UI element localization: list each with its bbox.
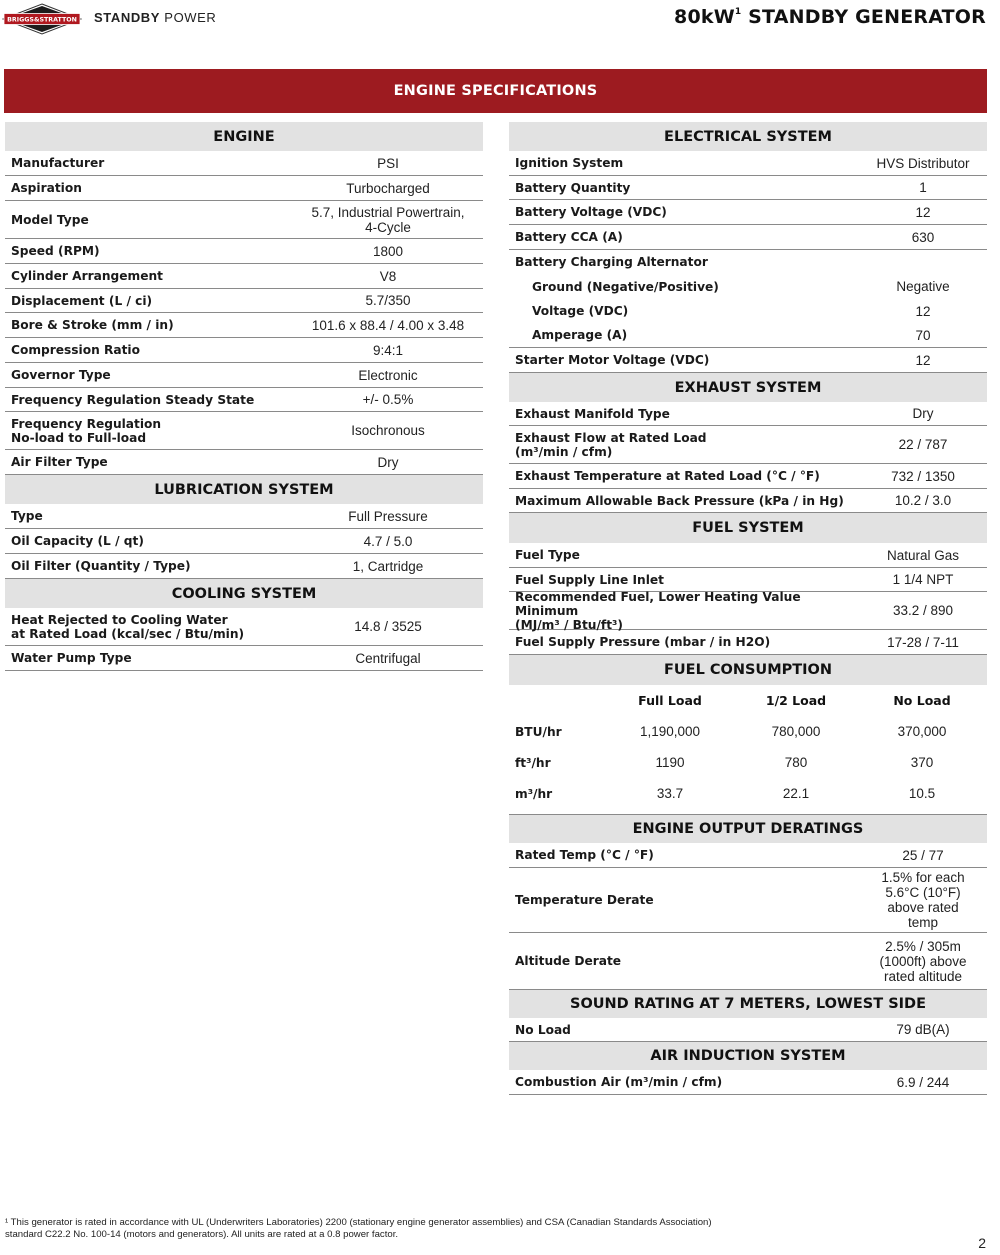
spec-value: 1 1/4 NPT — [892, 572, 954, 587]
cell-value: 780 — [784, 755, 808, 770]
spec-label: Altitude Derate — [515, 954, 622, 968]
engine-section-title: ENGINE — [5, 122, 483, 151]
footnote: ¹ This generator is rated in accordance with UL (Underwriters Laboratories) 2200 (stationary engine generator assemblies) and CSA (Canadian Standards Association) standard C22.2 No. 100-14 (motors and generators). All units are rated at a 0.8 power factor. — [5, 1217, 712, 1240]
spec-value: 79 dB(A) — [896, 1022, 950, 1037]
cooling-section — [5, 579, 483, 671]
brand-bold: STANDBY — [94, 10, 161, 25]
spec-value: 14.8 / 3525 — [354, 619, 422, 634]
row-label: ft³/hr — [515, 755, 551, 770]
spec-label: Ignition System — [515, 156, 624, 170]
spec-label: Aspiration — [11, 181, 82, 195]
column-header-no-load: No Load — [893, 693, 951, 708]
spec-row-fuel-supply-line-inlet — [509, 568, 987, 592]
spec-row-heat-rejected-to-cooling-water-at-rated-load-kcal-sec-btu-min — [5, 608, 483, 646]
spec-row-oil-capacity-l-qt — [5, 529, 483, 554]
spec-label: Exhaust Flow at Rated Load (m³/min / cfm) — [515, 430, 707, 459]
spec-label: Fuel Type — [515, 548, 580, 562]
spec-value: 12 — [915, 204, 931, 220]
spec-value: V8 — [379, 268, 397, 284]
spec-label: Battery Quantity — [515, 180, 631, 195]
spec-label: Fuel Supply Line Inlet — [515, 572, 664, 587]
spec-row-fuel-supply-pressure-mbar-in-h2o — [509, 630, 987, 655]
brand-line — [94, 10, 216, 25]
spec-label: Manufacturer — [11, 156, 105, 170]
cell-value: 22.1 — [782, 786, 810, 801]
deratings-section — [509, 815, 987, 990]
spec-row-recommended-fuel-lower-heating-value-minimum-mj-m-btu-ft — [509, 589, 987, 632]
engine-section — [5, 122, 483, 475]
fuel-section — [509, 513, 987, 655]
spec-label: Battery Voltage (VDC) — [515, 205, 667, 219]
spec-value: 5.7, Industrial Powertrain, 4-Cycle — [311, 204, 465, 235]
spec-row-battery-quantity — [509, 176, 987, 200]
spec-label: Water Pump Type — [11, 651, 132, 665]
spec-label: Air Filter Type — [11, 455, 108, 469]
spec-row-no-load — [509, 1018, 987, 1042]
spec-label: Heat Rejected to Cooling Water at Rated Load (kcal/sec / Btu/min) — [11, 612, 245, 641]
spec-label: No Load — [515, 1022, 571, 1037]
spec-row-ignition-system — [509, 151, 987, 176]
spec-label: Recommended Fuel, Lower Heating Value Minimum (MJ/m³ / Btu/ft³) — [515, 589, 801, 632]
fuel-consumption-header-row — [509, 685, 987, 716]
spec-row-battery-voltage-vdc — [509, 200, 987, 225]
spec-label: Oil Capacity (L / qt) — [11, 534, 144, 548]
spec-label: Exhaust Temperature at Rated Load (°C / °F) — [515, 469, 820, 483]
cell-value: 780,000 — [771, 724, 821, 739]
spec-value: 70 — [915, 327, 931, 343]
spec-value: 1, Cartridge — [352, 558, 424, 574]
spec-row-frequency-regulation-steady-state — [5, 388, 483, 412]
spec-label: Maximum Allowable Back Pressure (kPa / in Hg) — [515, 493, 844, 508]
cell-value: 1190 — [655, 755, 685, 770]
spec-row-water-pump-type — [5, 646, 483, 671]
spec-value: 1 — [919, 180, 927, 195]
row-label: m³/hr — [515, 786, 553, 801]
spec-value: 25 / 77 — [902, 847, 944, 863]
spec-row-manufacturer — [5, 151, 483, 176]
exhaust-section-title: EXHAUST SYSTEM — [509, 373, 987, 402]
fuel-consumption-row — [509, 778, 987, 809]
briggs-stratton-logo — [2, 3, 82, 35]
spec-label: Combustion Air (m³/min / cfm) — [515, 1075, 723, 1089]
spec-value: Isochronous — [351, 423, 425, 438]
spec-row-exhaust-temperature-at-rated-load-c-f — [509, 464, 987, 489]
spec-label: Temperature Derate — [515, 893, 654, 907]
spec-label: Model Type — [11, 212, 89, 227]
fuel-consumption-row — [509, 747, 987, 778]
lubrication-section-title: LUBRICATION SYSTEM — [5, 475, 483, 504]
spec-row-exhaust-manifold-type — [509, 402, 987, 426]
page-header — [0, 0, 1000, 36]
fuel-section-title: FUEL SYSTEM — [509, 513, 987, 543]
spec-value: HVS Distributor — [876, 155, 970, 171]
spec-value: Full Pressure — [348, 508, 428, 524]
spec-value: +/- 0.5% — [362, 392, 414, 407]
spec-value: 22 / 787 — [898, 437, 948, 452]
spec-row-maximum-allowable-back-pressure-kpa-in-hg — [509, 489, 987, 513]
cell-value: 1,190,000 — [639, 724, 701, 739]
spec-row-type — [5, 504, 483, 529]
spec-value: 1800 — [372, 243, 404, 259]
cooling-section-title: COOLING SYSTEM — [5, 579, 483, 608]
engine-specifications-banner: ENGINE SPECIFICATIONS — [4, 69, 987, 113]
right-column — [509, 122, 987, 1095]
left-column — [5, 122, 483, 671]
document-title — [674, 6, 986, 28]
spec-row-battery-cca-a — [509, 225, 987, 250]
spec-value: 2.5% / 305m (1000ft) above rated altitude — [879, 938, 967, 984]
title-footnote-mark: 1 — [734, 6, 742, 17]
spec-label: Displacement (L / ci) — [11, 293, 153, 308]
spec-value: PSI — [377, 155, 399, 171]
cell-value: 370,000 — [897, 724, 947, 739]
spec-value: 5.7/350 — [365, 293, 411, 308]
spec-row-battery-charging-alternator — [509, 250, 987, 274]
spec-label: Governor Type — [11, 368, 111, 382]
spec-label: Frequency Regulation Steady State — [11, 392, 255, 407]
brand-light: POWER — [164, 10, 217, 25]
spec-label: Exhaust Manifold Type — [515, 406, 670, 421]
spec-row-exhaust-flow-at-rated-load-m-min-cfm — [509, 426, 987, 464]
spec-row-air-filter-type — [5, 450, 483, 475]
spec-row-fuel-type — [509, 543, 987, 568]
spec-row-temperature-derate — [509, 868, 987, 933]
title-prefix: 80kW — [674, 6, 735, 28]
deratings-section-title: ENGINE OUTPUT DERATINGS — [509, 815, 987, 843]
spec-value: Dry — [377, 454, 399, 470]
spec-label: Oil Filter (Quantity / Type) — [11, 559, 191, 573]
spec-value: Centrifugal — [355, 650, 421, 666]
electrical-section-title: ELECTRICAL SYSTEM — [509, 122, 987, 151]
spec-row-governor-type — [5, 363, 483, 388]
spec-label: Amperage (A) — [532, 328, 628, 342]
row-label: BTU/hr — [515, 724, 562, 739]
spec-row-aspiration — [5, 176, 483, 201]
column-header-full-load: Full Load — [638, 693, 702, 708]
sound-section-title: SOUND RATING AT 7 METERS, LOWEST SIDE — [509, 990, 987, 1018]
sound-section — [509, 990, 987, 1042]
spec-row-frequency-regulation-no-load-to-full-load — [5, 412, 483, 450]
cell-value: 10.5 — [908, 786, 936, 801]
exhaust-section — [509, 373, 987, 513]
spec-row-model-type — [5, 201, 483, 239]
spec-row-ground-negative-positive — [509, 274, 987, 299]
spec-label: Speed (RPM) — [11, 244, 100, 258]
spec-value: Natural Gas — [886, 547, 960, 563]
spec-value: 17-28 / 7-11 — [887, 634, 959, 650]
spec-label: Battery Charging Alternator — [515, 255, 708, 269]
lubrication-section — [5, 475, 483, 579]
spec-value: 33.2 / 890 — [892, 603, 954, 618]
spec-value: 732 / 1350 — [891, 468, 955, 484]
air-section-title: AIR INDUCTION SYSTEM — [509, 1042, 987, 1070]
spec-row-combustion-air-m-min-cfm — [509, 1070, 987, 1095]
spec-value: 6.9 / 244 — [896, 1074, 950, 1090]
consumption-section-title: FUEL CONSUMPTION — [509, 655, 987, 685]
air-induction-section — [509, 1042, 987, 1095]
spec-row-amperage-a — [509, 323, 987, 348]
spec-value: Turbocharged — [346, 180, 430, 196]
spec-value: 1.5% for each 5.6°C (10°F) above rated temp — [881, 870, 965, 930]
spec-label: Voltage (VDC) — [532, 304, 629, 318]
spec-value: 630 — [911, 229, 935, 245]
spec-value: 4.7 / 5.0 — [363, 533, 413, 549]
title-suffix: STANDBY GENERATOR — [748, 6, 986, 28]
spec-label: Type — [11, 509, 43, 523]
spec-label: Frequency Regulation No-load to Full-load — [11, 416, 162, 445]
spec-label: Fuel Supply Pressure (mbar / in H2O) — [515, 635, 771, 649]
spec-value: 9:4:1 — [372, 342, 404, 358]
spec-label: Rated Temp (°C / °F) — [515, 848, 654, 862]
fuel-consumption-section — [509, 655, 987, 815]
spec-value: Negative — [896, 279, 950, 294]
spec-row-oil-filter-quantity-type — [5, 554, 483, 579]
column-header-1-2-load: 1/2 Load — [765, 693, 827, 708]
electrical-section — [509, 122, 987, 373]
spec-label: Compression Ratio — [11, 343, 140, 357]
spec-row-starter-motor-voltage-vdc — [509, 348, 987, 373]
spec-value: 10.2 / 3.0 — [894, 493, 952, 508]
logo-text: BRIGGS&STRATTON — [7, 16, 77, 24]
spec-value: Dry — [912, 406, 934, 421]
spec-row-bore-stroke-mm-in — [5, 313, 483, 338]
spec-label: Ground (Negative/Positive) — [532, 279, 719, 294]
spec-label: Bore & Stroke (mm / in) — [11, 318, 174, 332]
spec-label: Cylinder Arrangement — [11, 269, 163, 283]
spec-row-rated-temp-c-f — [509, 843, 987, 868]
spec-value: Electronic — [358, 367, 418, 383]
spec-row-altitude-derate — [509, 933, 987, 990]
spec-row-compression-ratio — [5, 338, 483, 363]
page-number: 2 — [978, 1235, 986, 1251]
spec-row-displacement-l-ci — [5, 289, 483, 313]
spec-row-speed-rpm — [5, 239, 483, 264]
spec-label: Battery CCA (A) — [515, 230, 623, 244]
cell-value: 370 — [910, 755, 934, 770]
cell-value: 33.7 — [656, 786, 684, 801]
spec-value: 101.6 x 88.4 / 4.00 x 3.48 — [311, 317, 465, 333]
spec-value: 12 — [915, 352, 931, 368]
spec-row-cylinder-arrangement — [5, 264, 483, 289]
spec-label: Starter Motor Voltage (VDC) — [515, 353, 710, 367]
spec-value: 12 — [915, 303, 931, 319]
fuel-consumption-row — [509, 716, 987, 747]
spec-row-voltage-vdc — [509, 299, 987, 323]
